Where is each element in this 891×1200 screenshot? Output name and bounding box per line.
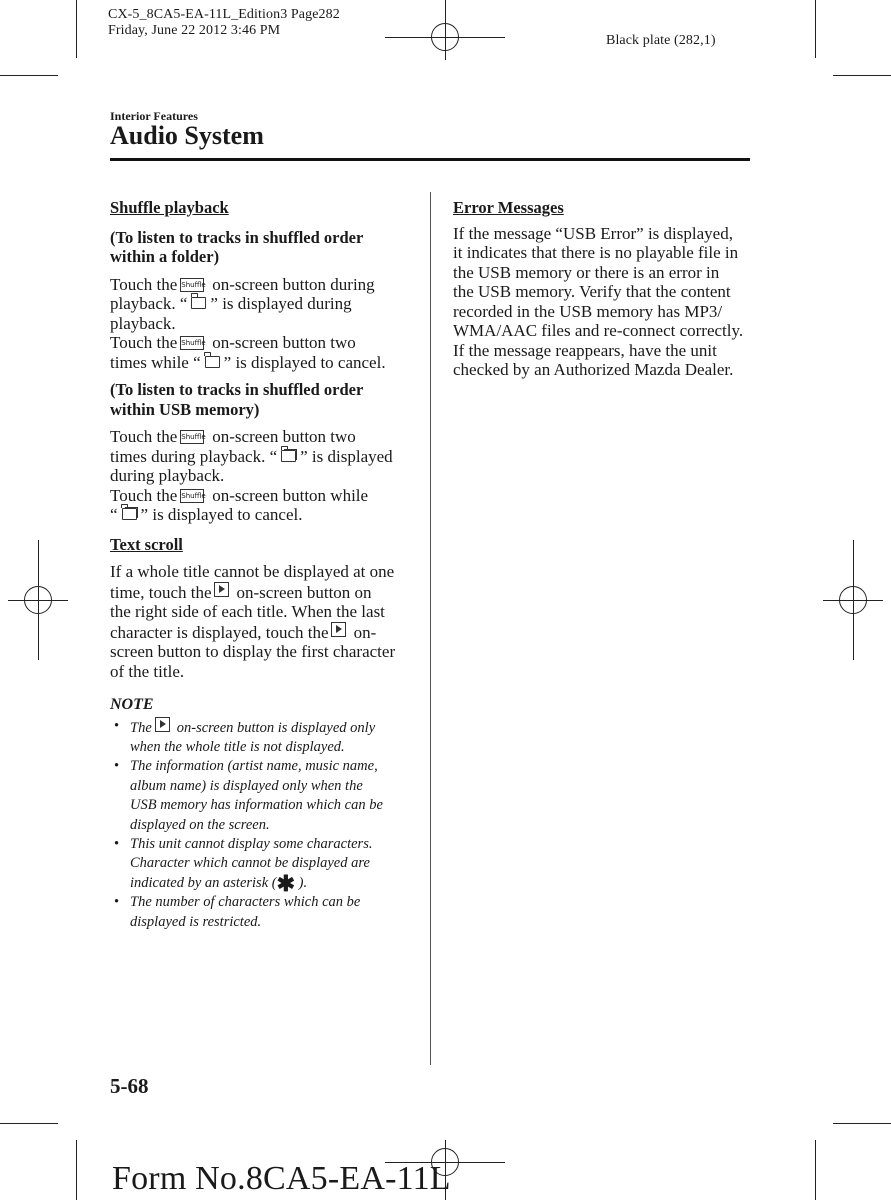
- note-item: [110, 893, 415, 932]
- section-category: Interior Features: [110, 109, 198, 123]
- text: times during playback. “: [110, 446, 278, 466]
- text: on-screen button is displayed only: [176, 719, 376, 736]
- text: Touch the: [110, 427, 178, 446]
- text: displayed is restricted.: [130, 913, 262, 930]
- usb-shuffle-icon: [122, 508, 137, 520]
- text: ” is displayed to cancel.: [140, 505, 303, 524]
- text: on-screen button while: [212, 485, 369, 505]
- text: playback. “: [110, 294, 188, 313]
- text: on-: [353, 622, 377, 642]
- folder-shuffle-paragraph: [110, 275, 415, 373]
- error-messages-paragraph: [453, 224, 763, 380]
- usb-shuffle-icon: [281, 450, 296, 462]
- print-header-file: CX-5_8CA5-EA-11L_Edition3 Page282: [108, 7, 340, 22]
- text: recorded in the USB memory has MP3/: [453, 301, 723, 321]
- text: album name) is displayed only when the: [130, 777, 363, 794]
- text: ” is displayed to cancel.: [223, 352, 386, 372]
- text: If the message reappears, have the unit: [453, 340, 717, 360]
- text: WMA/AAC files and re-connect correctly.: [453, 321, 744, 340]
- note-item: [110, 717, 415, 758]
- text: screen button to display the first character: [110, 642, 396, 661]
- text: the USB memory or there is an error in: [453, 262, 720, 282]
- plate-label: Black plate (282,1): [606, 33, 716, 48]
- text: indicated by an asterisk (: [130, 874, 277, 891]
- folder-shuffle-heading: [110, 228, 415, 267]
- text: during playback.: [110, 466, 225, 485]
- text: ” is displayed: [300, 446, 393, 466]
- note-list: [110, 717, 415, 932]
- text: • The information (artist name, music name,: [130, 758, 378, 775]
- page-number: 5-68: [110, 1074, 149, 1098]
- text: the USB memory. Verify that the content: [453, 282, 731, 301]
- text: on-screen button two: [212, 427, 356, 446]
- text: USB memory has information which can be: [130, 797, 383, 814]
- shuffle-button-icon: Shuffle: [180, 278, 204, 292]
- heading-line: within a folder): [110, 247, 220, 266]
- note-title: NOTE: [110, 696, 154, 713]
- text: of the title.: [110, 661, 185, 681]
- shuffle-button-icon: Shuffle: [180, 489, 204, 503]
- shuffle-button-icon: Shuffle: [180, 336, 204, 350]
- print-header: [108, 7, 340, 39]
- scroll-button-icon: [155, 717, 170, 732]
- text: If the message “USB Error” is displayed,: [453, 223, 733, 243]
- text: • The number of characters which can be: [130, 894, 361, 911]
- crop-mark: [76, 0, 77, 58]
- text: Touch the: [110, 333, 178, 352]
- text: • This unit cannot display some characters.: [130, 835, 373, 852]
- text: time, touch the: [110, 582, 212, 602]
- crop-mark: [0, 1123, 58, 1124]
- shuffle-button-icon: Shuffle: [180, 430, 204, 444]
- text: when the whole title is not displayed.: [130, 738, 345, 755]
- error-messages-heading: Error Messages: [453, 198, 564, 217]
- right-column: [453, 198, 763, 388]
- text: ” is displayed during: [210, 294, 352, 313]
- text: Touch the: [110, 485, 178, 505]
- usb-shuffle-paragraph: [110, 427, 415, 525]
- heading-line: (To listen to tracks in shuffled order: [110, 227, 364, 247]
- text: the right side of each title. When the last: [110, 602, 385, 621]
- text: ).: [298, 874, 308, 891]
- asterisk-icon: ✱: [276, 870, 296, 896]
- heading-line: (To listen to tracks in shuffled order: [110, 380, 364, 399]
- text: times while “: [110, 352, 201, 372]
- text: The: [130, 719, 152, 736]
- usb-shuffle-heading: [110, 380, 415, 419]
- text-scroll-paragraph: [110, 562, 415, 681]
- page-title: Audio System: [110, 121, 264, 150]
- text: playback.: [110, 313, 176, 333]
- crop-mark: [833, 1123, 891, 1124]
- crop-mark: [815, 0, 816, 58]
- text: checked by an Authorized Mazda Dealer.: [453, 360, 734, 379]
- folder-shuffle-icon: [205, 356, 220, 368]
- shuffle-heading: Shuffle playback: [110, 198, 229, 217]
- column-divider: [430, 192, 431, 1065]
- left-column: [110, 198, 415, 932]
- text: “: [110, 505, 118, 524]
- text: character is displayed, touch the: [110, 622, 329, 642]
- crop-mark: [815, 1140, 816, 1200]
- text-scroll-heading: Text scroll: [110, 534, 183, 554]
- title-rule: [110, 158, 750, 161]
- text: on-screen button two: [212, 333, 356, 352]
- note-item: [110, 757, 415, 835]
- text: it indicates that there is no playable file in: [453, 243, 739, 262]
- text: on-screen button during: [212, 274, 375, 294]
- form-number: Form No.8CA5-EA-11L: [112, 1160, 451, 1197]
- print-header-date: Friday, June 22 2012 3:46 PM: [108, 23, 281, 38]
- text: on-screen button on: [236, 582, 372, 602]
- scroll-button-icon: [331, 622, 346, 637]
- text: Touch the: [110, 274, 178, 294]
- text: If a whole title cannot be displayed at one: [110, 562, 395, 581]
- heading-line: within USB memory): [110, 399, 260, 419]
- folder-shuffle-icon: [191, 297, 206, 309]
- text: displayed on the screen.: [130, 816, 270, 833]
- scroll-button-icon: [214, 582, 229, 597]
- text: Character which cannot be displayed are: [130, 855, 370, 872]
- crop-mark: [0, 75, 58, 76]
- crop-mark: [833, 75, 891, 76]
- note-item: [110, 835, 415, 896]
- crop-mark: [76, 1140, 77, 1200]
